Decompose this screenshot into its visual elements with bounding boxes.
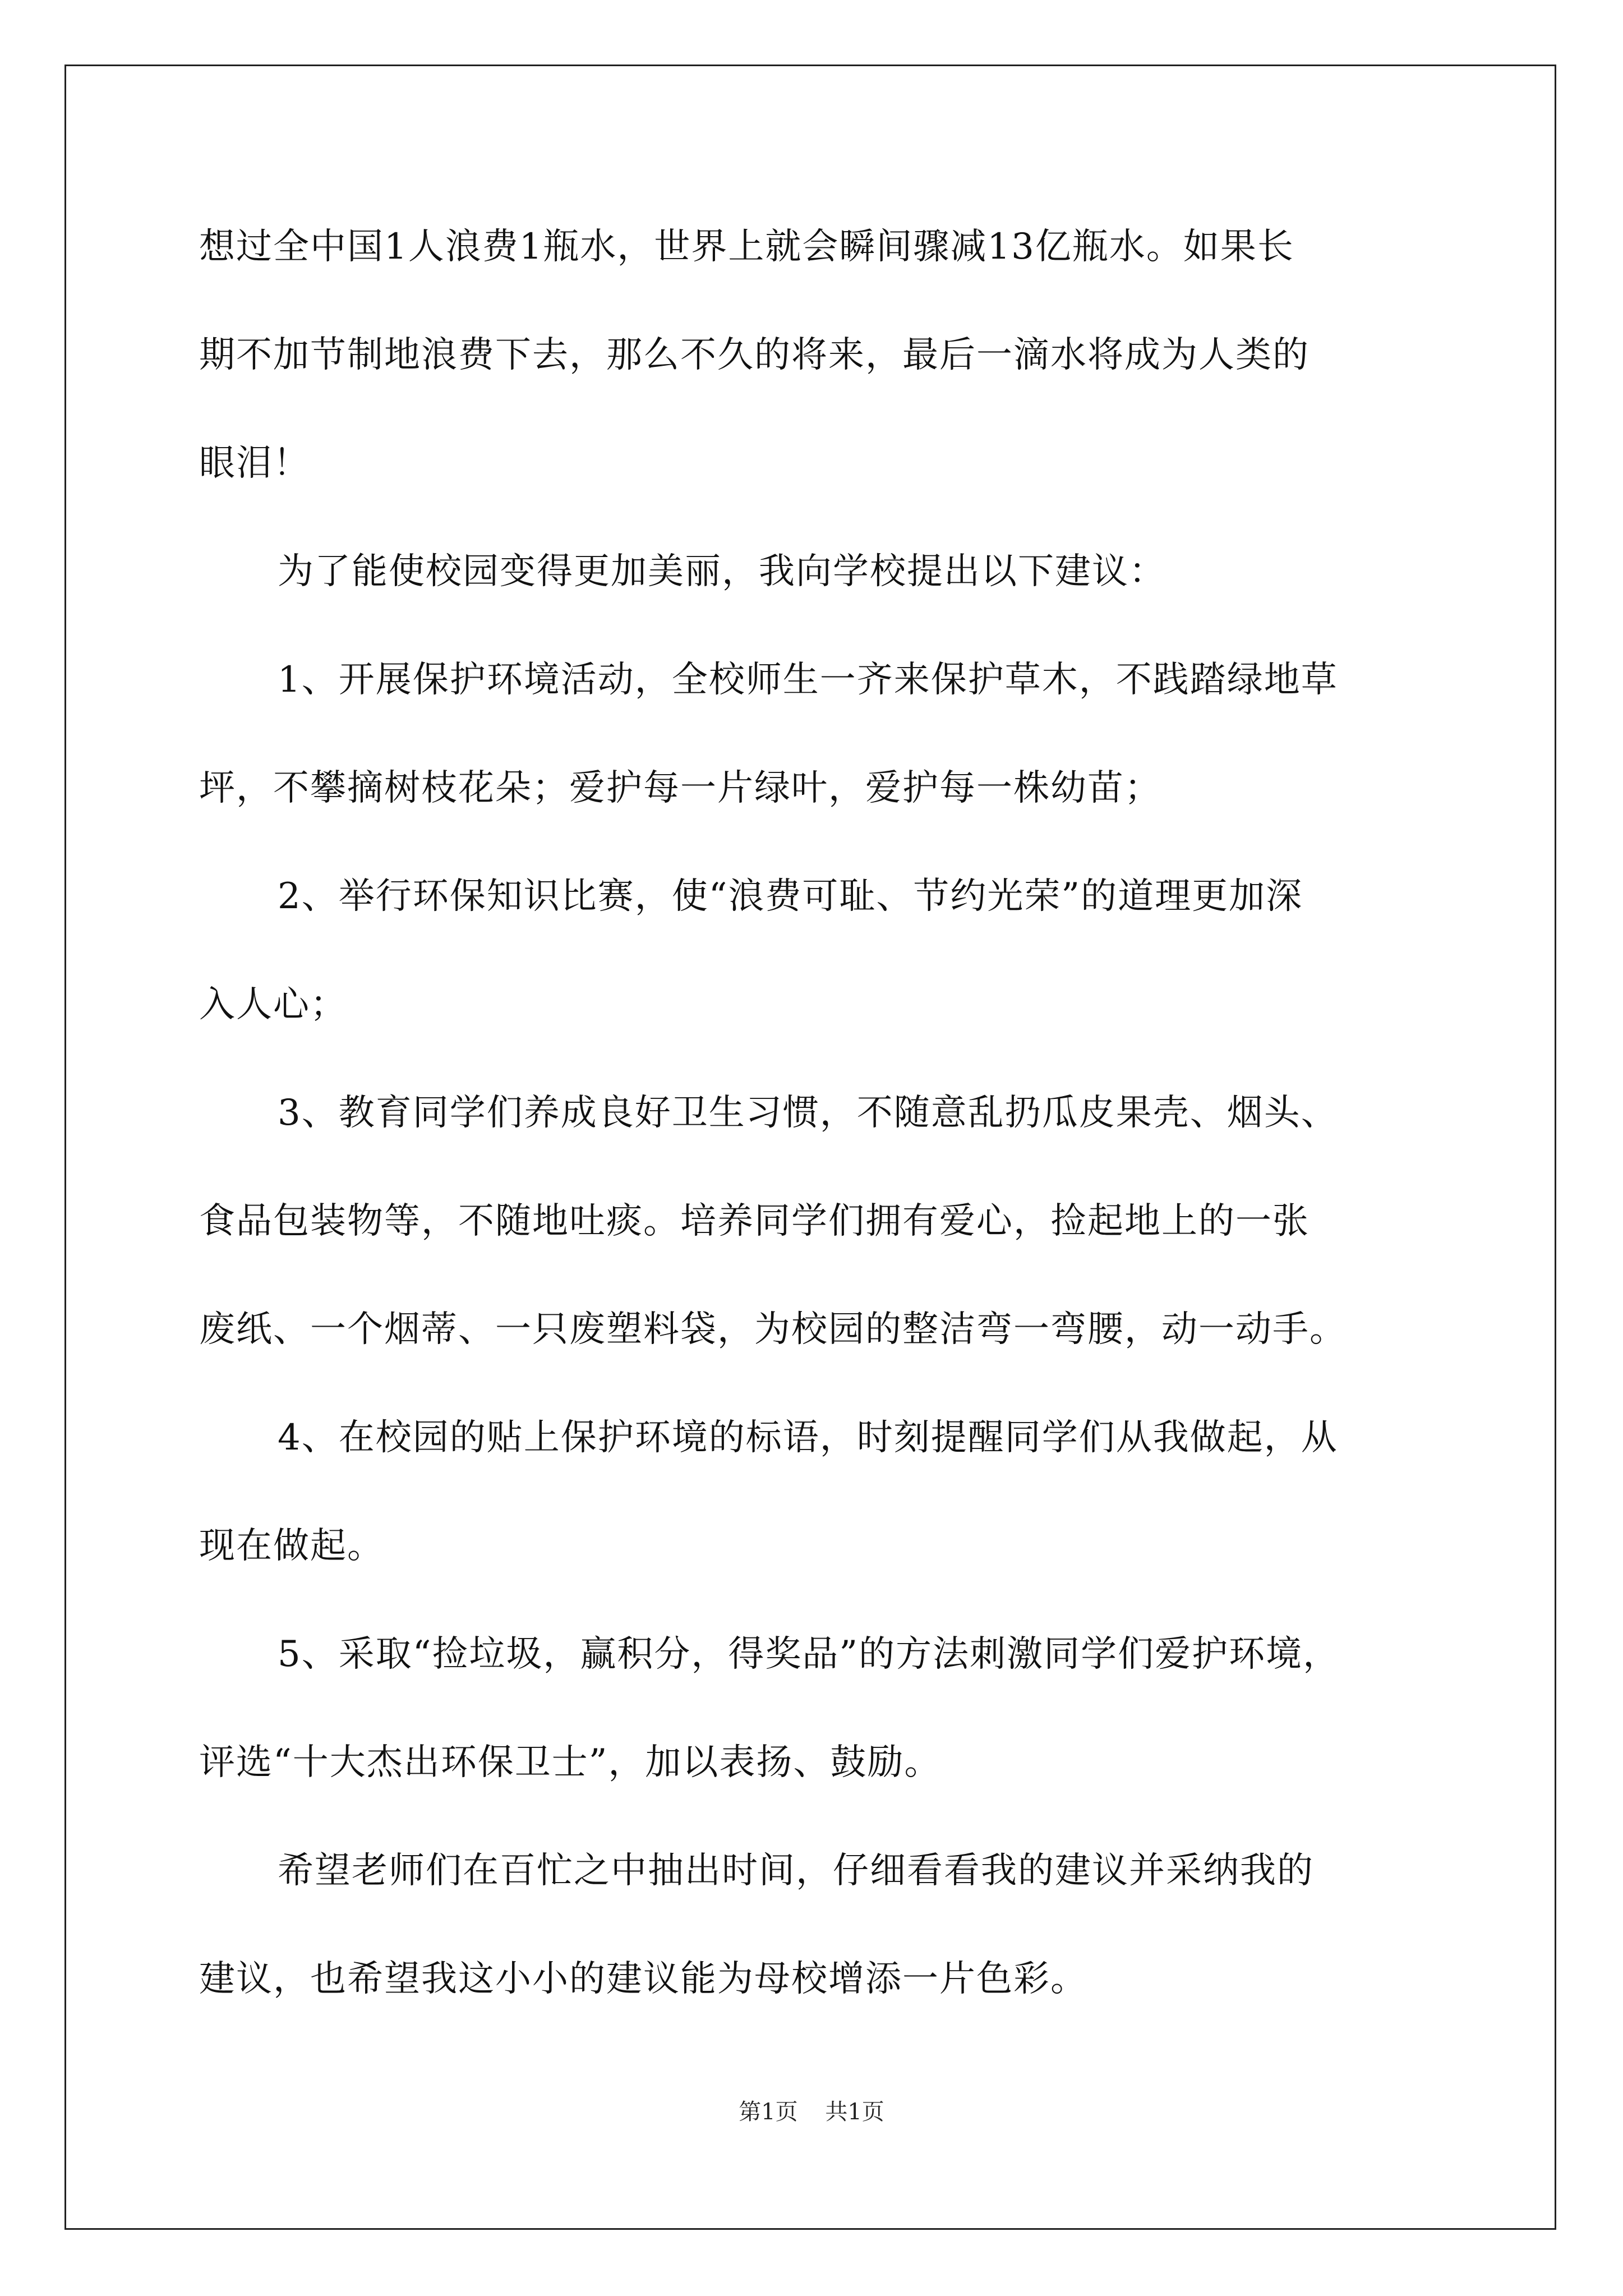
suggestion-4-line: 现在做起。 — [199, 1525, 384, 1567]
page-border — [64, 65, 1556, 2230]
suggestion-5-line: 5、采取“捡垃圾，赢积分，得奖品”的方法刺激同学们爱护环境， — [278, 1634, 1340, 1675]
suggestion-3-line: 废纸、一个烟蒂、一只废塑料袋，为校园的整洁弯一弯腰，动一动手。 — [199, 1309, 1347, 1350]
suggestion-3-line: 3、教育同学们养成良好卫生习惯，不随意乱扔瓜皮果壳、烟头、 — [278, 1092, 1338, 1134]
page-total: 共1页 — [825, 2099, 884, 2125]
paragraph-line: 期不加节制地浪费下去，那么不久的将来，最后一滴水将成为人类的 — [199, 334, 1310, 376]
suggestion-1-line: 坪，不攀摘树枝花朵；爱护每一片绿叶，爱护每一株幼苗； — [199, 767, 1161, 809]
suggestion-2-line: 2、举行环保知识比赛，使“浪费可耻、节约光荣”的道理更加深 — [278, 876, 1303, 917]
closing-line: 建议，也希望我这小小的建议能为母校增添一片色彩。 — [199, 1958, 1087, 2000]
paragraph-line: 眼泪！ — [199, 443, 310, 484]
suggestion-4-line: 4、在校园的贴上保护环境的标语，时刻提醒同学们从我做起，从 — [278, 1417, 1338, 1458]
paragraph-line: 为了能使校园变得更加美丽，我向学校提出以下建议： — [278, 551, 1166, 592]
page-footer — [0, 2098, 1623, 2126]
page-number: 第1页 — [739, 2099, 798, 2125]
closing-line: 希望老师们在百忙之中抽出时间，仔细看看我的建议并采纳我的 — [278, 1850, 1314, 1892]
paragraph-line: 想过全中国1人浪费1瓶水，世界上就会瞬间骤减13亿瓶水。如果长 — [199, 226, 1294, 268]
suggestion-3-line: 食品包装物等，不随地吐痰。培养同学们拥有爱心，捡起地上的一张 — [199, 1200, 1310, 1242]
suggestion-2-line: 入人心； — [199, 984, 347, 1025]
suggestion-5-line: 评选“十大杰出环保卫士”，加以表扬、鼓励。 — [199, 1742, 942, 1783]
suggestion-1-line: 1、开展保护环境活动，全校师生一齐来保护草木，不践踏绿地草 — [278, 659, 1338, 701]
